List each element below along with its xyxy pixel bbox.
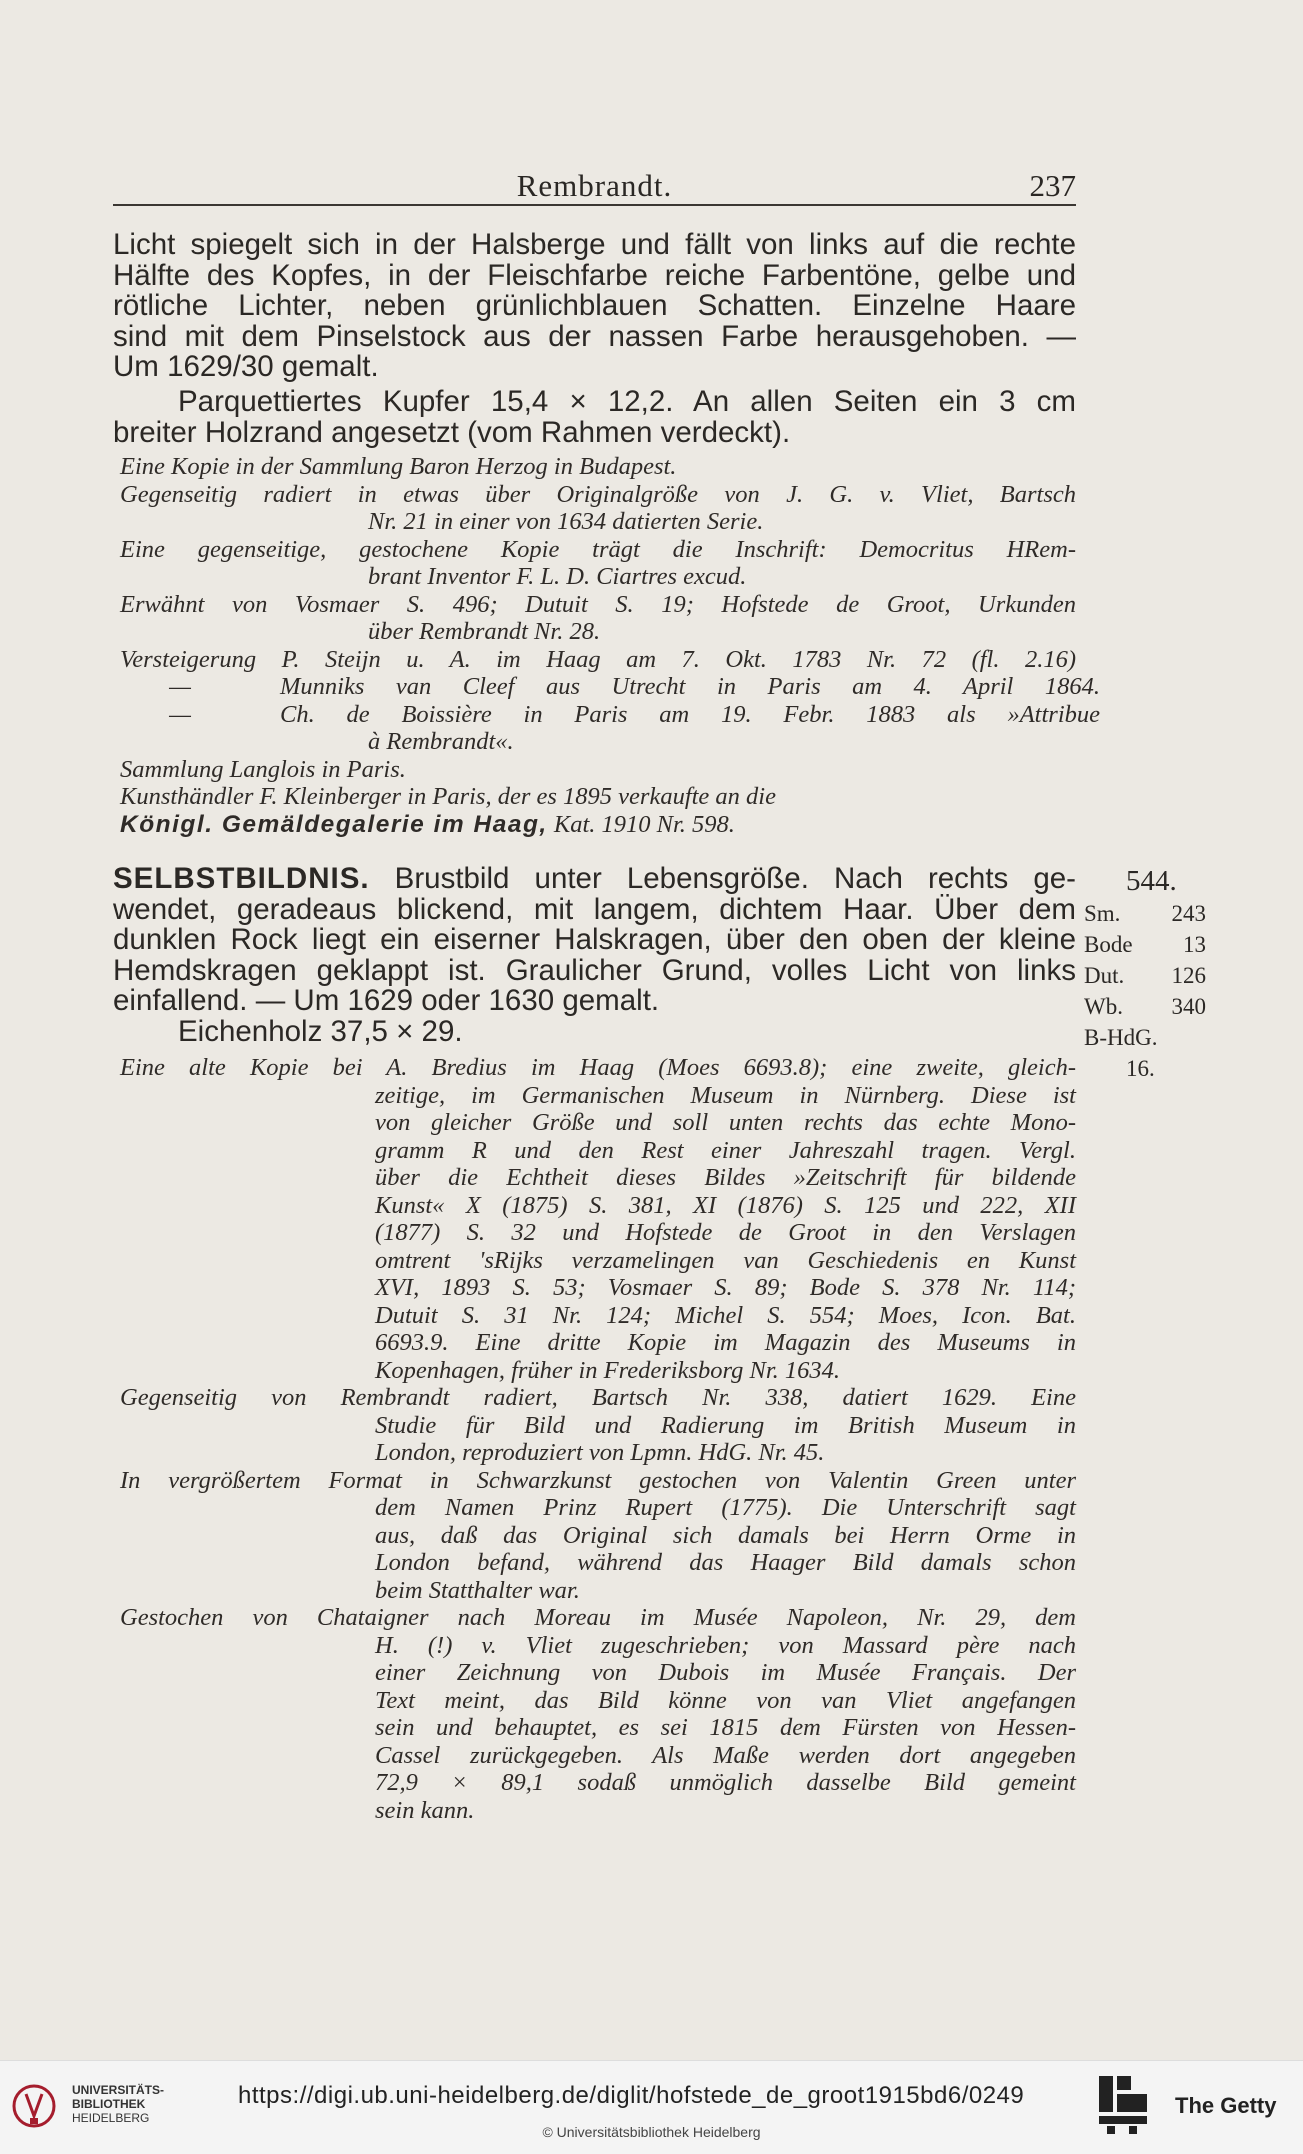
note-mezzotint-green [120,1467,1076,1605]
note-line: sein und behauptet, es sei 1815 dem Fürsten von Hessen- [375,1714,1076,1741]
getty-name: The Getty [1175,2093,1277,2118]
note-line: 6693.9. Eine dritte Kopie im Magazin des Museums in [375,1329,1076,1356]
note-copies [120,1054,1076,1384]
note-dealer-kleinberger: Kunsthändler F. Kleinberger in Paris, der es 1895 verkaufte an die Königl. Gemäldegalerie im Haag, Kat. 1910 Nr. 598. [120,783,776,838]
note-line: dem Namen Prinz Rupert (1775). Die Unterschrift sagt [375,1494,1076,1521]
margin-ref: Wb. 340 [1084,994,1206,1019]
note-line: Dutuit S. 31 Nr. 124; Michel S. 554; Moes, Icon. Bat. [375,1301,1076,1329]
text-line: dunklen Rock liegt ein eiserner Halskragen, über den oben der kleine [113,923,1076,956]
note-line: London befand, während das Haager Bild damals schon [375,1549,1076,1576]
note-auction-boissiere: — Ch. de Boissière in Paris am 19. Febr. 1883 als »Attribue à Rembrandt«. [169,700,1100,755]
note-line: zeitige, im Germanischen Museum in Nürnberg. Diese ist [375,1081,1076,1109]
margin-ref: B-HdG. [1084,1025,1158,1050]
text-line: Licht spiegelt sich in der Halsberge und fällt von links auf die rechte [113,228,1076,261]
catalogue-number: 544. [1126,865,1177,897]
entry-notes [120,1054,1076,1824]
margin-ref: 16. [1126,1056,1155,1081]
text-line: Um 1629/30 gemalt. [113,350,379,383]
note-line: Cassel zurückgegeben. Als Maße werden dort angegeben [375,1741,1076,1769]
note-collection-langlois: Sammlung Langlois in Paris. [120,755,406,783]
note-line: Text meint, das Bild könne von van Vliet angefangen [375,1686,1076,1714]
getty-logo-icon [1097,2074,1149,2136]
note-literature: Erwähnt von Vosmaer S. 496; Dutuit S. 19; Hofstede de Groot, Urkunden über Rembrandt Nr. 28. [120,590,1076,645]
provenance-notes [120,453,1100,838]
continuation-paragraph [113,230,1076,383]
note-line: gramm R und den Rest einer Jahreszahl tragen. Vergl. [375,1136,1076,1164]
museum-name: Königl. Gemäldegalerie im Haag, [120,810,548,838]
note-line: XVI, 1893 S. 53; Vosmaer S. 89; Bode S. 378 Nr. 114; [375,1274,1076,1301]
text-line: Hälfte des Kopfes, in der Fleischfarbe reiche Farbentöne, gelbe und [113,258,1076,292]
note-line: von gleicher Größe und soll unten rechts das echte Mono- [375,1109,1076,1136]
note-auction-munniks: — Munniks van Cleef aus Utrecht in Paris am 4. April 1864. [169,673,1100,700]
note-line: einer Zeichnung von Dubois im Musée Français. Der [375,1659,1076,1686]
note-line: Kopenhagen, früher in Frederiksborg Nr. 1634. [375,1356,841,1384]
note-etching-rembrandt [120,1384,1076,1467]
note-line: Gegenseitig von Rembrandt radiert, Bartsch Nr. 338, datiert 1629. Eine [120,1384,1076,1411]
text-line: sind mit dem Pinselstock aus der nassen Farbe herausgehoben. — [113,319,1076,353]
note-line: Kunst« X (1875) S. 381, XI (1876) S. 125 und 222, XII [375,1191,1076,1219]
note-line: In vergrößertem Format in Schwarzkunst gestochen von Valentin Green unter [120,1466,1076,1494]
copyright-notice: © Universitätsbibliothek Heidelberg [542,2124,761,2140]
note-engraving-chataigner [120,1604,1076,1824]
text-line: Hemdskragen geklappt ist. Graulicher Grund, volles Licht von links [113,953,1076,987]
note-line: H. (!) v. Vliet zugeschrieben; von Massard père nach [375,1631,1076,1659]
margin-ref: Dut. 126 [1084,963,1206,988]
entry-heading: SELBSTBILDNIS. [113,862,370,895]
note-line: Gestochen von Chataigner nach Moreau im Musée Napoleon, Nr. 29, dem [120,1604,1076,1631]
note-line: beim Statthalter war. [375,1576,580,1604]
margin-ref: Sm. 243 [1084,901,1206,926]
university-library-name: UNIVERSITÄTS- BIBLIOTHEK HEIDELBERG [72,2083,165,2125]
text-line: breiter Holzrand angesetzt (vom Rahmen verdeckt). [113,415,791,449]
page-number: 237 [1029,168,1076,203]
text-line: Parquettiertes Kupfer 15,4 × 12,2. An allen Seiten ein 3 cm [178,385,1076,418]
margin-references [1084,864,1214,1084]
text-line: einfallend. — Um 1629 oder 1630 gemalt. [113,984,660,1017]
note-auction-steijn: Versteigerung P. Steijn u. A. im Haag am 7. Okt. 1783 Nr. 72 (fl. 2.16) [120,645,1076,673]
note-copy-budapest: Eine Kopie in der Sammlung Baron Herzog in Budapest. [120,453,677,480]
support-paragraph [113,387,1076,448]
entry-support: Eichenholz 37,5 × 29. [178,1014,463,1048]
text-line: Brustbild unter Lebensgröße. Nach rechts ge- [394,862,1076,895]
note-line: London, reproduziert von Lpmn. HdG. Nr. 45. [375,1439,825,1466]
catalogue-entry [113,864,1076,1047]
text-line: wendet, geradeaus blickend, mit langem, dichtem Haar. Über dem [113,892,1076,926]
note-line: (1877) S. 32 und Hofstede de Groot in den Verslagen [375,1219,1076,1246]
running-title: Rembrandt. [516,168,673,203]
note-line: über die Echtheit dieses Bildes »Zeitschrift für bildende [375,1164,1076,1191]
note-line: omtrent 'sRijks verzamelingen van Geschiedenis en Kunst [375,1246,1076,1274]
note-line: Eine alte Kopie bei A. Bredius im Haag (Moes 6693.8); eine zweite, gleich- [120,1054,1076,1081]
note-engraved-copy: Eine gegenseitige, gestochene Kopie trägt die Inschrift: Democritus HRem- brant Inventor F. L. D. Ciartres excud. [120,535,1076,590]
text-line: rötliche Lichter, neben grünlichblauen Schatten. Einzelne Haare [113,289,1076,322]
running-header [113,168,1076,206]
note-line: Studie für Bild und Radierung im British Museum in [375,1411,1076,1439]
note-line: 72,9 × 89,1 sodaß unmöglich dasselbe Bild gemeint [375,1769,1076,1796]
note-etching-vliet: Gegenseitig radiert in etwas über Originalgröße von J. G. v. Vliet, Bartsch Nr. 21 in einer von 1634 datierten Serie. [120,480,1076,535]
permalink-url[interactable]: https://digi.ub.uni-heidelberg.de/diglit/hofstede_de_groot1915bd6/0249 [238,2082,1025,2109]
note-line: sein kann. [375,1796,475,1824]
note-line: aus, daß das Original sich damals bei Herrn Orme in [375,1521,1076,1549]
margin-ref: Bode 13 [1084,932,1206,957]
